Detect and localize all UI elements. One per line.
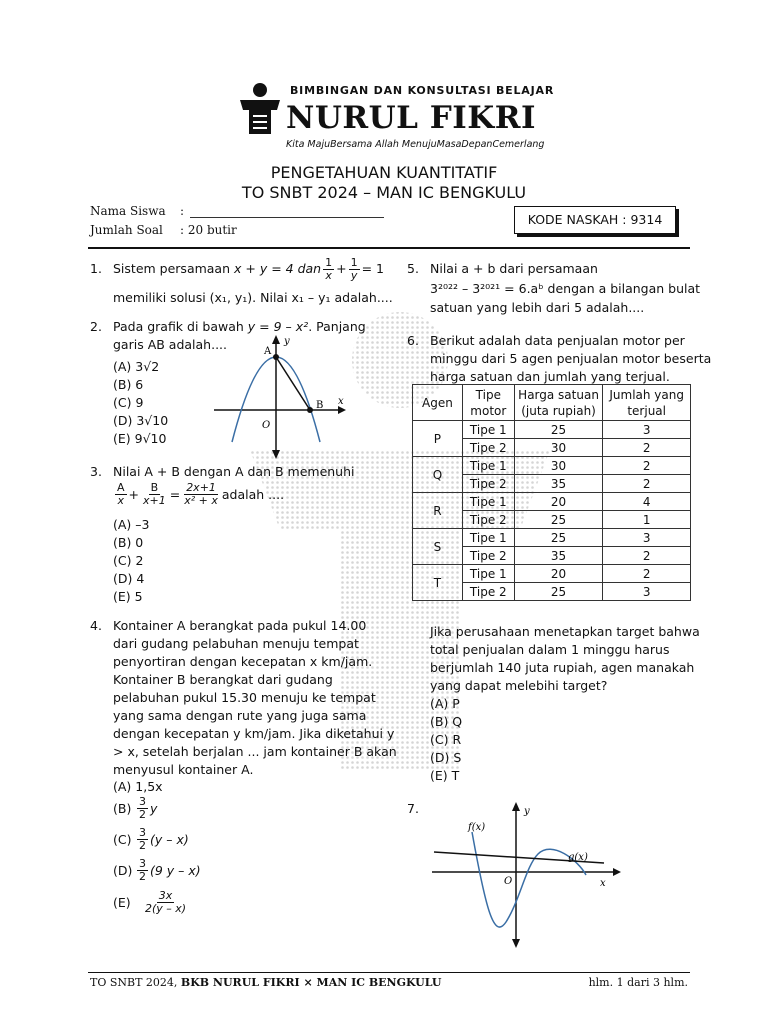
q3-frac2-den: x+1 [143,494,166,507]
sales-table [412,384,691,601]
kode-naskah-box [514,206,676,234]
harga-cell: 25 [514,511,603,529]
q4-option-b[interactable] [113,796,157,821]
agen-cell: T [413,565,463,601]
jumlah-cell: 3 [603,583,691,601]
sales-table-body [413,421,691,601]
q2-y-arrow-up [272,335,280,344]
q6-intro-line: Berikut adalah data penjualan motor per [430,333,685,348]
header-divider [88,247,690,249]
q3-options [113,516,149,606]
q6-after-line: Jika perusahaan menetapkan target bahwa [430,624,700,639]
q1-frac1 [323,257,334,282]
q4-option-e-frac [143,890,188,915]
jumlah-cell: 2 [603,439,691,457]
sales-table-header [413,385,691,421]
q2-options [113,358,168,448]
q7-number: 7. [407,801,419,816]
jumlah-cell: 2 [603,565,691,583]
q5-number: 5. [407,261,419,276]
q1-number: 1. [90,261,102,276]
q2-option-b[interactable]: (B) 6 [113,377,144,392]
harga-cell: 35 [514,475,603,493]
footer-divider [88,972,690,973]
q4-option-b-num: 3 [139,795,146,808]
agen-cell: S [413,529,463,565]
jumlah-cell: 2 [603,547,691,565]
q7-x-arrow [613,868,621,876]
q3-frac1-den: x [117,494,125,507]
q2-label-a: A [264,346,272,357]
harga-cell: 35 [514,547,603,565]
q6-after-line: total penjualan dalam 1 minggu harus [430,642,670,657]
q4-option-a[interactable]: (A) 1,5x [113,779,163,794]
table-row [413,493,691,511]
table-row [413,529,691,547]
q2-line2: garis AB adalah.... [113,337,227,352]
q6-after-line: berjumlah 140 juta rupiah, agen manakah [430,660,695,675]
q1-line2: memiliki solusi (x₁, y₁). Nilai x₁ – y₁ adalah.... [113,290,393,305]
tipe-cell: Tipe 2 [462,439,514,457]
q2-label-y: y [284,336,290,347]
agen-cell: P [413,421,463,457]
tipe-cell: Tipe 2 [462,511,514,529]
q2-option-c[interactable]: (C) 9 [113,395,144,410]
q4-option-c-label: (C) [113,831,132,847]
q1-frac2 [349,257,360,282]
agen-cell: R [413,493,463,529]
q3-option-d[interactable]: (D) 4 [113,571,145,586]
harga-cell: 25 [514,421,603,439]
jumlah-cell: 4 [603,493,691,511]
q4-option-e[interactable] [113,890,190,915]
q4-option-d-frac [137,858,148,883]
harga-cell: 30 [514,439,603,457]
q1-line1: Sistem persamaan x + y = 4 dan $\frac{1}{x}$ + $\frac{1}{y}$ = 1 [113,255,384,282]
q5-line3: satuan yang lebih dari 5 adalah.... [430,300,645,315]
q2-point-b [307,407,313,413]
q3-number: 3. [90,464,102,479]
q3-frac2 [141,482,168,507]
footer-page-number: hlm. 1 dari 3 hlm. [588,976,688,989]
q2-label-b: B [316,400,324,411]
q3-frac1-num: A [117,481,125,494]
q2-option-a[interactable]: (A) 3√2 [113,359,160,374]
q2-parabola-graph [210,332,350,462]
q7-function-graph [428,800,628,950]
q4-option-c-tail: (y – x) [150,831,189,847]
q4-line: Kontainer B berangkat dari gudang [113,672,333,687]
q4-option-c-den: 2 [139,839,146,852]
q4-line: penyortiran dengan kecepatan x km/jam. [113,654,373,669]
q2-text-a: Pada grafik di bawah [113,319,244,334]
q3-frac3 [182,482,220,507]
q4-option-d-tail: (9 y – x) [150,862,201,878]
harga-cell: 25 [514,583,603,601]
tipe-cell: Tipe 1 [462,565,514,583]
header [0,0,768,202]
q3-frac2-num: B [150,481,159,494]
q4-line: > x, setelah berjalan ... jam kontainer B akan [113,744,397,759]
page-title-1: PENGETAHUAN KUANTITATIF [270,163,498,182]
q3-option-e[interactable]: (E) 5 [113,589,143,604]
nama-siswa-label: Nama Siswa [90,204,166,218]
q6-option-b[interactable]: (B) Q [430,714,463,729]
q2-point-a [273,354,279,360]
q2-text-b: . Panjang [308,319,366,334]
q4-line: yang sama dengan rute yang juga sama [113,708,367,723]
q3-line1: Nilai A + B dengan A dan B memenuhi [113,464,355,479]
q1-eq1: x + y = 4 dan [234,261,322,276]
q6-intro-line: harga satuan dan jumlah yang terjual. [430,369,670,384]
jumlah-cell: 2 [603,475,691,493]
q7-label-y: y [524,806,530,817]
q3-equation: $\frac{A}{x}$ + $\frac{B}{x+1}$ = $\frac{2x+1}{\text{x² + x}}$ adalah .... [117,481,285,507]
harga-cell: 20 [514,493,603,511]
tagline: Kita MajuBersama Allah MenujuMasaDepanCemerlang [286,139,545,150]
footer-left-b: BKB NURUL FIKRI × MAN IC BENGKULU [180,976,442,989]
q4-option-d-num: 3 [139,857,146,870]
q2-label-o: O [262,420,271,431]
q4-option-c-frac [137,827,148,852]
jumlah-cell: 2 [603,457,691,475]
logo-text: NURUL FIKRI [286,100,536,136]
q4-option-b-den: 2 [139,808,146,821]
q6-intro [430,332,711,386]
q4-line: menyusul kontainer A. [113,762,254,777]
tipe-cell: Tipe 1 [462,529,514,547]
kode-naskah: KODE NASKAH : 9314 [527,212,663,227]
q6-option-e[interactable]: (E) T [430,768,460,783]
q2-label-x: x [338,396,344,407]
table-row [413,565,691,583]
q3-option-a[interactable]: (A) –3 [113,517,150,532]
q5-line2-tail: dengan a bilangan bulat [547,281,701,296]
q7-f-curve [472,832,586,927]
q6-after-line: yang dapat melebihi target? [430,678,608,693]
q6-after [430,623,700,785]
jumlah-soal-value: : 20 butir [180,223,237,237]
q2-y-arrow-down [272,450,280,459]
q4-option-d[interactable] [113,858,201,883]
q4-option-e-label: (E) [113,894,131,910]
q1-frac2-den: y [350,268,358,282]
q5-line2 [430,280,700,298]
q7-label-f: f(x) [468,822,486,833]
harga-cell: 30 [514,457,603,475]
q1-frac2-num: 1 [350,255,358,269]
q4-line: pelabuhan pukul 15.30 menuju ke tempat [113,690,376,705]
q4-line: Kontainer A berangkat pada pukul 14.00 [113,618,367,633]
q2-option-e[interactable]: (E) 9√10 [113,431,167,446]
tipe-cell: Tipe 1 [462,421,514,439]
q4-option-b-frac [137,796,148,821]
q3-option-b[interactable]: (B) 0 [113,535,144,550]
harga-cell: 20 [514,565,603,583]
q4-body [113,617,397,779]
q4-option-c[interactable] [113,827,189,852]
tipe-cell: Tipe 2 [462,583,514,601]
jumlah-soal-label: Jumlah Soal [90,223,163,237]
tipe-cell: Tipe 1 [462,493,514,511]
q3-frac1 [115,482,127,507]
nama-siswa-field[interactable] [190,216,384,218]
tipe-cell: Tipe 1 [462,457,514,475]
jumlah-cell: 1 [603,511,691,529]
tipe-cell: Tipe 2 [462,475,514,493]
header-agen: Agen [413,385,463,421]
q4-option-d-label: (D) [113,862,133,878]
q1-text-a: Sistem persamaan [113,261,231,276]
q4-option-d-den: 2 [139,870,146,883]
q2-number: 2. [90,319,102,334]
q7-label-g: g(x) [568,852,588,863]
q4-option-e-den: 2(y – x) [145,902,187,915]
q7-y-arrow-up [512,802,520,811]
q7-label-o: O [504,876,513,887]
table-row [413,457,691,475]
q3-option-c[interactable]: (C) 2 [113,553,144,568]
footer-left-a: TO SNBT 2024, [90,976,178,989]
q6-option-d[interactable]: (D) S [430,750,462,765]
q2-eq: y = 9 – x² [247,319,309,334]
harga-cell: 25 [514,529,603,547]
q5-line1: Nilai a + b dari persamaan [430,261,598,276]
page-title-2: TO SNBT 2024 – MAN IC BENGKULU [241,183,527,202]
footer-left [90,976,441,989]
q3-frac3-den: x² + x [184,494,218,507]
q4-option-c-num: 3 [139,826,146,839]
q4-number: 4. [90,618,102,633]
q4-option-e-num: 3x [158,889,173,902]
header-tipe-motor: Tipe motor [462,385,514,421]
q5-equation: 3²⁰²² – 3²⁰²¹ = 6.aᵇ [430,281,544,296]
q3-text-b: adalah .... [221,486,285,502]
q7-y-arrow-down [512,939,520,948]
q1-eq-end: = 1 [361,261,384,276]
table-row [413,421,691,439]
q1-frac1-den: x [325,268,332,282]
q3-frac3-num: 2x+1 [186,481,216,494]
q4-option-b-tail: y [150,800,158,816]
header-harga-satuan: Harga satuan (juta rupiah) [514,385,603,421]
nama-siswa-colon: : [180,204,185,218]
q4-option-b-label: (B) [113,800,132,816]
q2-option-d[interactable]: (D) 3√10 [113,413,169,428]
q4-line: dengan kecepatan y km/jam. Jika diketahui y [113,726,395,741]
q6-option-c[interactable]: (C) R [430,732,462,747]
agen-cell: Q [413,457,463,493]
tipe-cell: Tipe 2 [462,547,514,565]
jumlah-cell: 3 [603,529,691,547]
q6-intro-line: minggu dari 5 agen penjualan motor beserta [430,351,712,366]
q6-number: 6. [407,333,419,348]
q7-label-x: x [600,878,606,889]
q6-option-a[interactable]: (A) P [430,696,460,711]
q1-frac1-num: 1 [325,255,333,269]
logo-figure-icon [238,82,282,136]
q2-x-arrow [338,406,346,414]
q4-line: dari gudang pelabuhan menuju tempat [113,636,359,651]
org-line: BIMBINGAN DAN KONSULTASI BELAJAR [290,84,555,97]
header-jumlah-terjual: Jumlah yang terjual [603,385,691,421]
jumlah-cell: 3 [603,421,691,439]
q2-segment-ab [276,357,310,410]
